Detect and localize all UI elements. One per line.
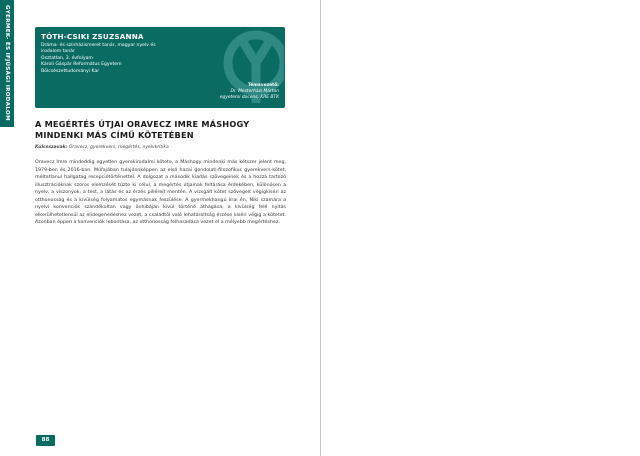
author-name: TÓTH-CSIKI ZSUZSANNA bbox=[41, 32, 144, 41]
article-title: A MEGÉRTÉS ÚTJAI ORAVECZ IMRE MÁSHOGY MINDENKI MÁS CÍMŰ KÖTETÉBEN bbox=[35, 119, 250, 140]
author-info-line: Károli Gáspár Református Egyetem bbox=[41, 62, 122, 68]
page-number: 88 bbox=[36, 435, 55, 446]
author-info bbox=[41, 43, 191, 75]
supervisor-block bbox=[220, 83, 279, 101]
supervisor-label: Témavezető: bbox=[247, 83, 279, 88]
author-info-line: Bölcsészettudományi Kar bbox=[41, 68, 100, 74]
author-info-line: irodalom tanár bbox=[41, 49, 75, 55]
body-paragraph: Oravecz Imre mindeddig egyetlen gyerekirodalmi kötete, a Máshogy mindenki más kétszer jelent meg, 1979-ben és 2016-ban. Műfajában tulajdonképpen az első hazai gondolati-filozofikus gyerekvers-kötet, méltatlanul hallgatag recepciótörténettel. A dolgozat a második kiadás szövegeinek és a hozzá tartozó illusztrációknak szoros elemzését tűzte ki célul, a megértés útjainak feltárása érdekében, különösen a nyelv, a viszonyok, a test, a látás és az érzés pilléreit mentén. A vizsgált kötet szövegeit végigkíséri az otthonosság és a kívülség folyamatos egymásnak feszülése. A gyermekhangú lírai én, Niki számára a nyelvi konvenciók szándékoltan vagy önhibáján kívül történő áthágása, a kívülség felé nyitás elkerülhetetlensül az elidegenedéshez vezet, a családtól való lehatároltság érzése kíséri végig a kötetet. Azonban éppen a konvenciók lebontása, az otthonosság felhasadása vezet el a mélyebb megértéshez. bbox=[35, 160, 286, 226]
keywords-value: Oravecz, gyerekvers, megértés, nyelvkritika bbox=[68, 145, 169, 150]
supervisor-title: egyetemi docens, KRE BTK bbox=[219, 95, 279, 100]
author-header bbox=[35, 27, 285, 108]
keywords-label: Kulcsszavak: bbox=[35, 145, 68, 150]
article-body bbox=[35, 159, 286, 227]
section-spine bbox=[0, 0, 14, 127]
keywords bbox=[35, 145, 169, 150]
supervisor-name: Dr. Mesterházi Márton bbox=[230, 89, 279, 94]
page-divider bbox=[320, 0, 321, 456]
section-label: GYERMEK- ÉS IFJÚSÁGI IRODALOM bbox=[4, 5, 10, 121]
author-info-line: Osztatlan, 3. évfolyam bbox=[41, 55, 93, 61]
author-info-line: Dráma- és színházismeret tanár, magyar nyelv és bbox=[41, 43, 156, 48]
